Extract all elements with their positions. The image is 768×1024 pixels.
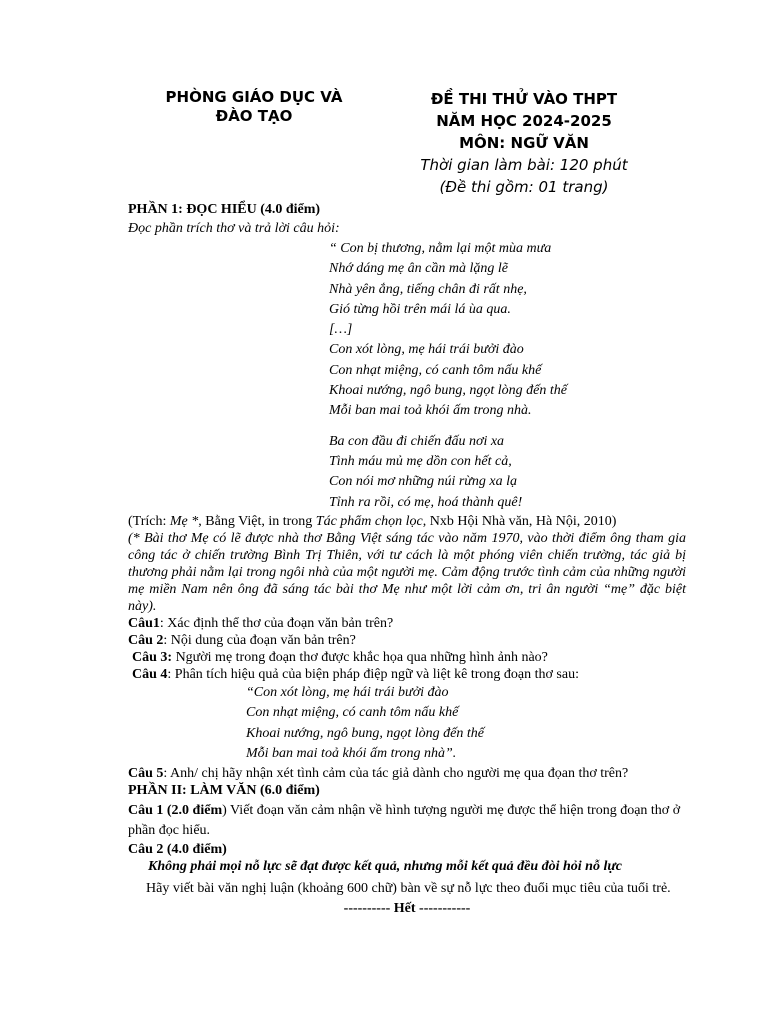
subject: MÔN: NGỮ VĂN (459, 134, 589, 152)
time-limit: Thời gian làm bài: 120 phút (420, 156, 628, 174)
department-line1: PHÒNG GIÁO DỤC VÀ (165, 88, 343, 106)
page-count: (Đề thi gồm: 01 trang) (439, 178, 609, 196)
question-1: Câu1: Xác định thể thơ của đoạn văn bản trên? (128, 615, 394, 631)
department-header (128, 88, 380, 126)
school-year: NĂM HỌC 2024-2025 (436, 112, 612, 130)
reading-instruction: Đọc phần trích thơ và trả lời câu hỏi: (128, 221, 340, 236)
poem-line: Nhà yên ắng, tiếng chân đi rất nhẹ, (329, 281, 527, 297)
poem-line: Nhớ dáng mẹ ân cần mà lặng lẽ (329, 261, 508, 277)
poem-line: Tỉnh ra rồi, có mẹ, hoá thành quê! (329, 494, 523, 510)
exam-header (400, 88, 648, 198)
poem-line: Con nhạt miệng, có canh tôm nấu khế (329, 362, 542, 378)
citation: (Trích: Mẹ *, Bằng Việt, in trong Tác phẩm chọn lọc, Nxb Hội Nhà văn, Hà Nội, 2010) (128, 513, 617, 529)
question-2: Câu 2: Nội dung của đoạn văn bản trên? (128, 632, 356, 648)
poem-line: Mỗi ban mai toả khói ấm trong nhà”. (246, 746, 457, 762)
part2-heading: PHẦN II: LÀM VĂN (6.0 điểm) (128, 782, 320, 798)
poem-line: “Con xót lòng, mẹ hái trái bưởi đào (246, 684, 449, 700)
author-note: (* Bài thơ Mẹ có lẽ được nhà thơ Bằng Việt sáng tác vào năm 1970, vào thời điểm ông tham gia công tác ở chiến trường Bình Trị Thiên, với tư cách là một phóng viên chiến trường, tác giả bị thương phải nằm lại trong ngôi nhà của một người mẹ. Cảm động trước tình cảm của những người mẹ miền Nam nên ông đã sáng tác bài thơ Mẹ như một lời cảm ơn, tri ân người “mẹ” đặc biệt này). (128, 530, 686, 614)
question-5: Câu 5: Anh/ chị hãy nhận xét tình cảm của tác giả dành cho người mẹ qua đọan thơ trên? (128, 765, 629, 781)
poem-line: “ Con bị thương, nằm lại một mùa mưa (329, 241, 552, 256)
poem-line: Con nói mơ những núi rừng xa lạ (329, 474, 518, 490)
essay-question-2-quote: Không phải mọi nỗ lực sẽ đạt được kết quả, nhưng mỗi kết quả đều đòi hỏi nỗ lực (148, 858, 622, 874)
question-4: Câu 4: Phân tích hiệu quả của biện pháp điệp ngữ và liệt kê trong đoạn thơ sau: (132, 666, 579, 682)
poem-line: Con nhạt miệng, có canh tôm nấu khế (246, 705, 459, 721)
essay-question-2-label: Câu 2 (4.0 điểm) (128, 841, 227, 857)
question-3: Câu 3: Người mẹ trong đoạn thơ được khắc họa qua những hình ảnh nào? (132, 649, 548, 665)
poem-line: Ba con đầu đi chiến đấu nơi xa (329, 433, 505, 449)
question-4-poem (246, 683, 686, 765)
poem-line: Tình máu mủ mẹ dồn con hết cả, (329, 453, 512, 469)
essay-question-2-prompt: Hãy viết bài văn nghị luận (khoảng 600 chữ) bàn về sự nỗ lực theo đuổi mục tiêu của tuổi trẻ. (146, 880, 671, 896)
end-mark: ---------- Hết ----------- (343, 900, 471, 916)
essay-question-1: Câu 1 (2.0 điểm) Viết đoạn văn cảm nhận về hình tượng người mẹ được thể hiện trong đoạn thơ ở phần đọc hiểu. (128, 802, 681, 838)
citation-poem-title: Mẹ * (169, 513, 199, 529)
exam-body (128, 200, 686, 917)
poem-excerpt (329, 239, 686, 513)
part1-heading: PHẦN 1: ĐỌC HIỂU (4.0 điểm) (128, 202, 321, 217)
stanza-gap (329, 422, 686, 432)
department-line2: ĐÀO TẠO (215, 107, 293, 125)
poem-line: Gió từng hồi trên mái lá ùa qua. (329, 301, 511, 317)
poem-line: […] (329, 322, 353, 338)
poem-line: Khoai nướng, ngô bung, ngọt lòng đến thế (246, 725, 484, 741)
exam-title: ĐỀ THI THỬ VÀO THPT (430, 90, 618, 108)
poem-line: Mỗi ban mai toả khói ấm trong nhà. (329, 403, 532, 419)
citation-book: Tác phẩm chọn lọc (315, 513, 423, 529)
poem-line: Khoai nướng, ngô bung, ngọt lòng đến thế (329, 383, 567, 399)
poem-line: Con xót lòng, mẹ hái trái bưởi đào (329, 342, 524, 358)
